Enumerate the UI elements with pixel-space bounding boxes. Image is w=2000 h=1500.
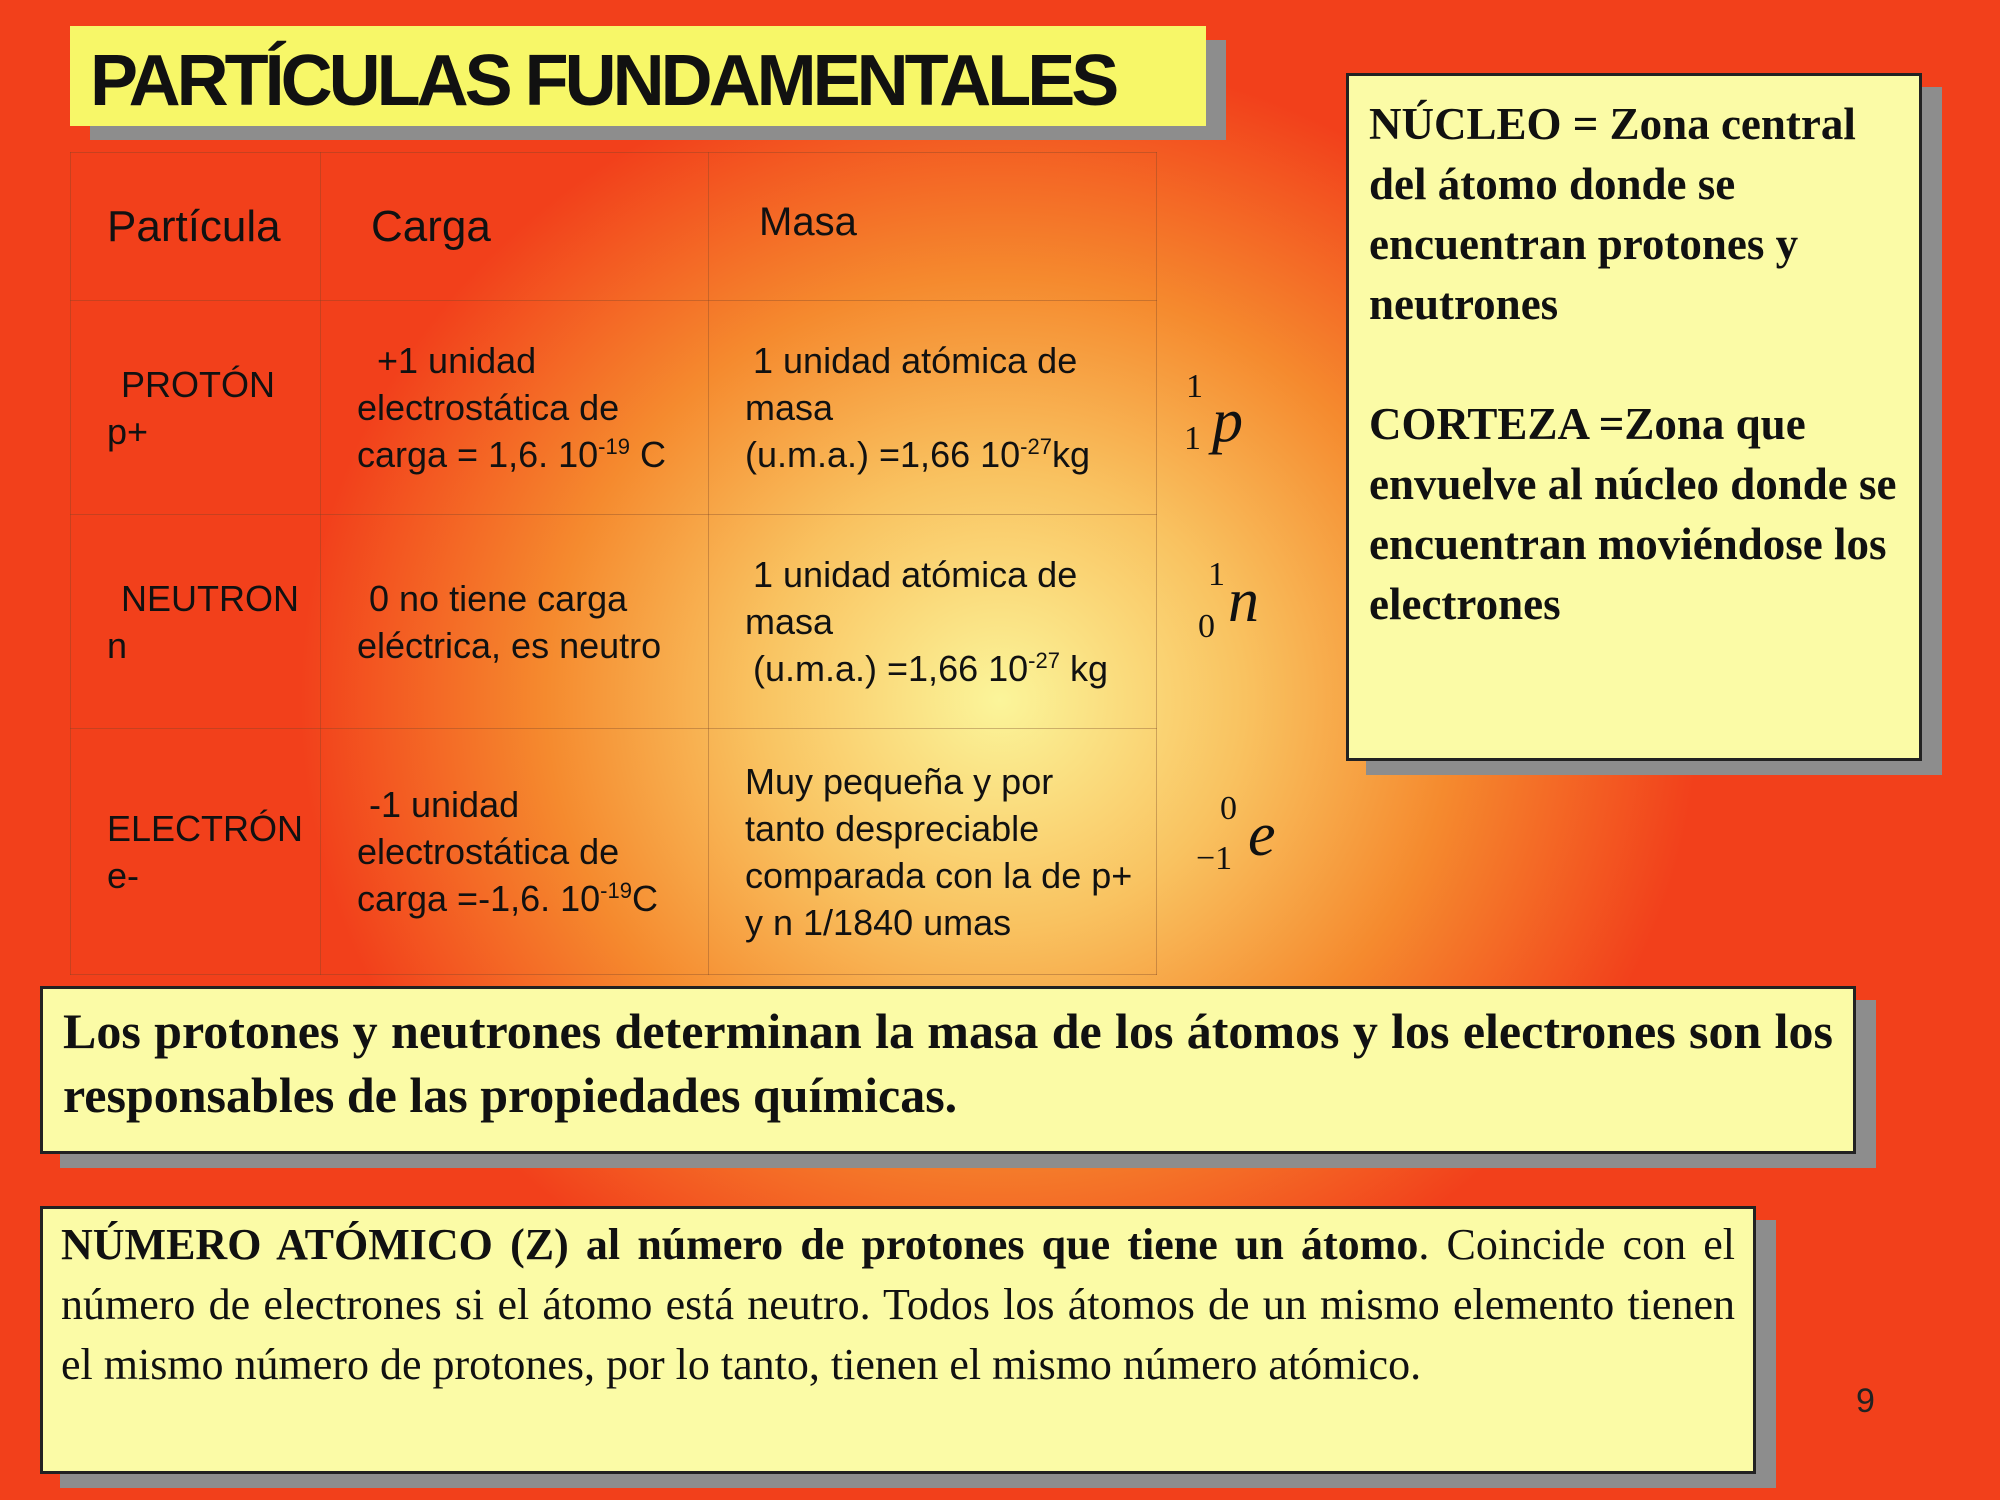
particle-cell: ELECTRÓN e- xyxy=(71,729,321,975)
mass-statement-text: Los protones y neutrones determinan la masa de los átomos y los electrones son los responsables de las propiedades químicas. xyxy=(63,1003,1833,1123)
particle-cell: NEUTRON n xyxy=(71,515,321,729)
atomic-number-text xyxy=(61,1215,1735,1395)
table-row xyxy=(71,301,1157,515)
header-charge: Carga xyxy=(321,153,709,301)
mass-cell: Muy pequeña y por tanto despreciable comparada con la de p+ y n 1/1840 umas xyxy=(709,729,1157,975)
charge-cell: -1 unidad electrostática de carga =-1,6. $10^{-19}C$ xyxy=(321,729,709,975)
nucleo-text: NÚCLEO = Zona central del átomo donde se encuentran protones y neutrones xyxy=(1369,99,1856,329)
mass-statement-box xyxy=(40,986,1856,1154)
header-mass: Masa xyxy=(709,153,1157,301)
table-row xyxy=(71,729,1157,975)
table-header-row xyxy=(71,153,1157,301)
atomic-number-box xyxy=(40,1206,1756,1474)
page-number: 9 xyxy=(1856,1382,1875,1420)
page-title: PARTÍCULAS FUNDAMENTALES xyxy=(90,41,1116,121)
particle-table xyxy=(70,152,1157,975)
particle-cell: PROTÓN p+ xyxy=(71,301,321,515)
nucleo-definition-box xyxy=(1346,73,1922,761)
atomic-number-term: NÚMERO ATÓMICO (Z) al número de protones que tiene un átomo xyxy=(61,1220,1419,1269)
corteza-text: CORTEZA =Zona que envuelve al núcleo donde se encuentran moviéndose los electrones xyxy=(1369,399,1897,629)
table-row xyxy=(71,515,1157,729)
charge-cell: 0 no tiene carga eléctrica, es neutro xyxy=(321,515,709,729)
charge-cell: +1 unidad electrostática de carga = 1,6. $10^{-19}$ C xyxy=(321,301,709,515)
title-banner xyxy=(70,26,1206,126)
mass-cell: 1 unidad atómica de masa (u.m.a.) =1,66 $10^{-27}$ kg xyxy=(709,515,1157,729)
atomic-number-definition: . Coincide con el número de electrones si el átomo está neutro. Todos los átomos de un mismo elemento tienen el mismo número de protones, por lo tanto, tienen el mismo número atómico. xyxy=(61,1220,1735,1389)
mass-cell: 1 unidad atómica de masa (u.m.a.) =1,66 $10^{-27}kg$ xyxy=(709,301,1157,515)
header-particle: Partícula xyxy=(71,153,321,301)
